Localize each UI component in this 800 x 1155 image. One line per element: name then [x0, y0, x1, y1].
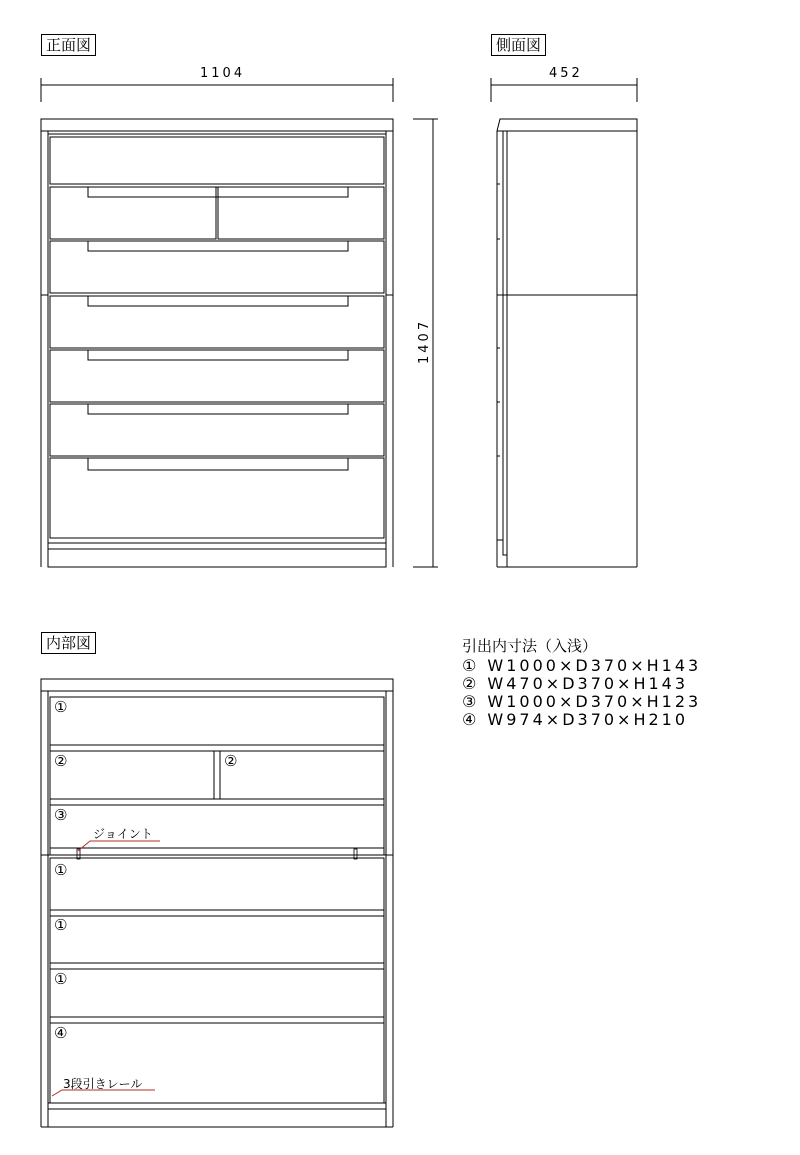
spec-title: 引出内寸法（入浅） — [462, 637, 598, 655]
front-view-dimension-line — [41, 78, 393, 102]
drawer-marker-1: ① — [54, 916, 68, 934]
drawer-marker-2: ② — [224, 752, 238, 770]
side-view-dimension-line — [491, 78, 637, 102]
front-view-label: 正面図 — [41, 34, 96, 56]
side-view-cabinet — [497, 119, 637, 567]
spec-row: ① W1000×D370×H143 — [462, 656, 702, 675]
drawer-marker-4: ④ — [54, 1024, 68, 1042]
drawer-marker-1: ① — [54, 970, 68, 988]
width-dimension: 1104 — [200, 66, 246, 81]
interior-view-shelves — [50, 697, 384, 1103]
interior-view-label: 内部図 — [41, 632, 96, 654]
drawer-marker-1: ① — [54, 861, 68, 879]
drawer-marker-1: ① — [54, 698, 68, 716]
spec-row: ③ W1000×D370×H123 — [462, 692, 702, 711]
depth-dimension: 452 — [549, 66, 583, 81]
spec-row: ④ W974×D370×H210 — [462, 710, 689, 729]
rail-annotation: 3段引きレール — [63, 1077, 143, 1091]
interior-view-cabinet — [41, 679, 393, 1127]
side-view-label: 側面図 — [491, 34, 546, 56]
front-view-cabinet — [41, 119, 393, 567]
drawer-marker-3: ③ — [54, 806, 68, 824]
height-dimension: 1407 — [417, 318, 432, 364]
drawer-spec-list — [462, 637, 701, 729]
spec-row: ② W470×D370×H143 — [462, 674, 689, 693]
drawer-marker-2: ② — [54, 752, 68, 770]
joint-annotation: ジョイント — [93, 827, 153, 841]
